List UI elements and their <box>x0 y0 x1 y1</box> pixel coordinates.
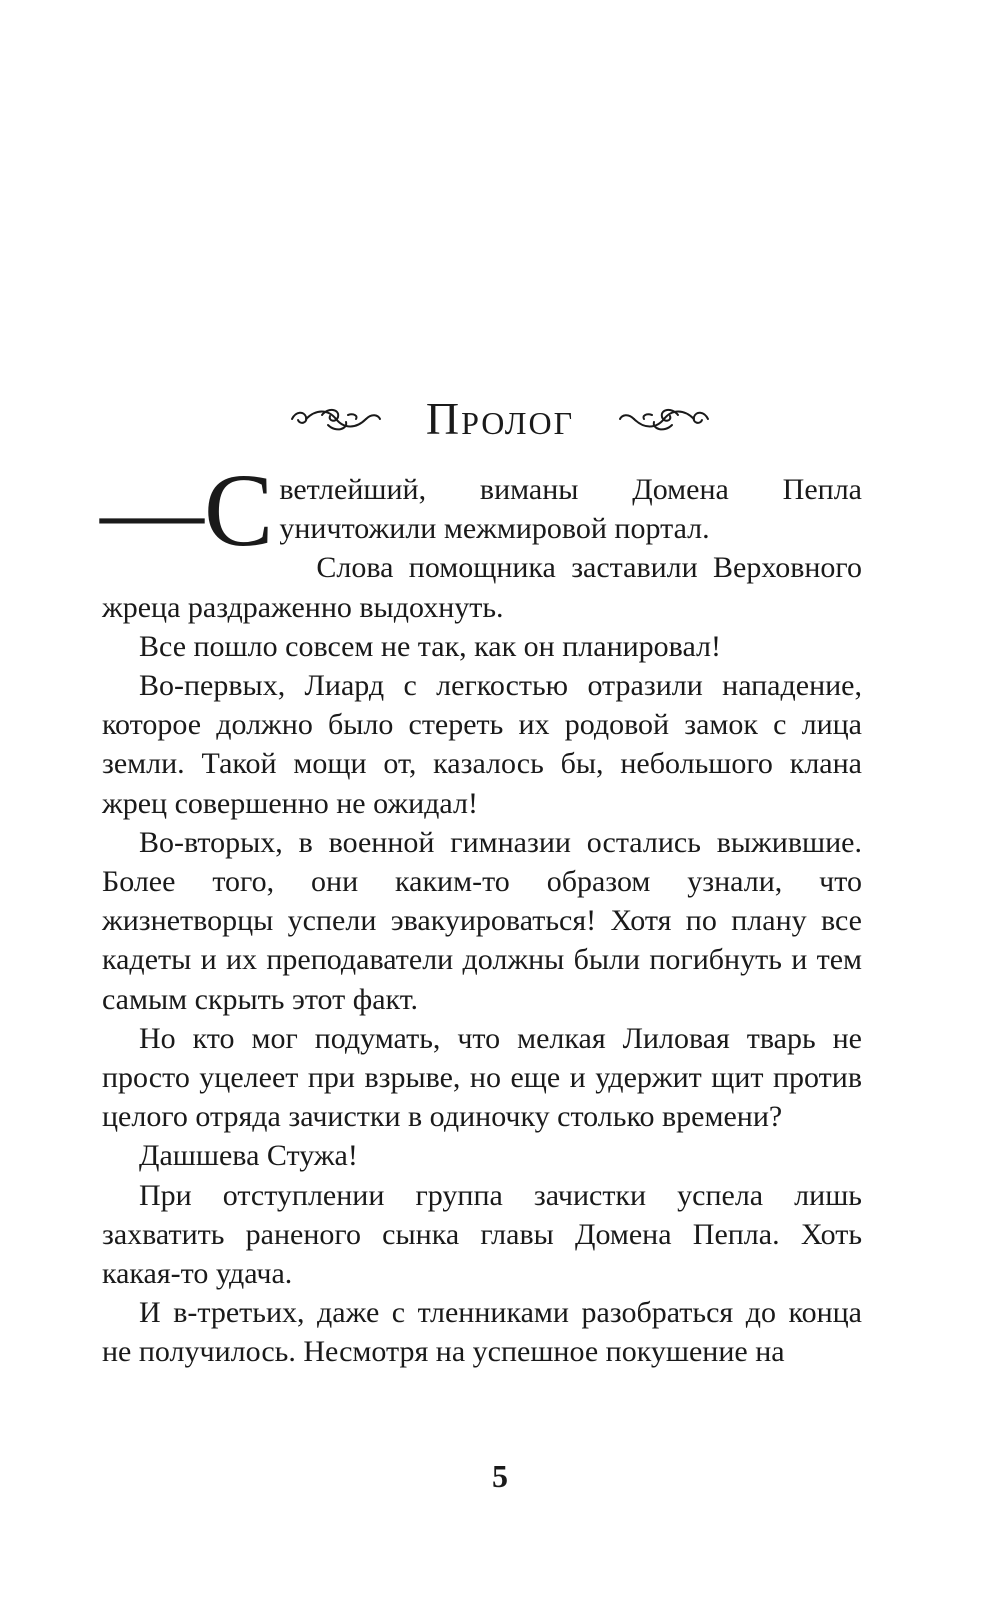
paragraph-1-text: ветлейший, виманы Домена Пепла уничтожили межмировой портал. <box>279 473 862 546</box>
paragraph-8: При отступлении группа зачистки успела лишь захватить раненого сынка главы Домена Пепла. Хоть какая-то удача. <box>102 1178 862 1291</box>
chapter-heading <box>0 384 1000 454</box>
left-flourish-icon <box>288 403 384 435</box>
paragraph-7: Дашшева Стужа! <box>139 1139 358 1173</box>
paragraph-4: Во-первых, Лиард с легкостью отразили нападение, которое должно было стереть их родовой замок с лица земли. Такой мощи от, казалось бы, небольшого клана жрец совершенно не ожидал! <box>102 669 862 820</box>
paragraph-5: Во-вторых, в военной гимназии остались выжившие. Более того, они каким-то образом узнали, что жизнетворцы успели эвакуироваться! Хотя по плану все кадеты и их преподаватели должны были погибнуть и тем самым скрыть этот факт. <box>102 825 862 1016</box>
body-text <box>100 453 862 1372</box>
right-flourish-icon <box>616 403 712 435</box>
drop-cap: —С <box>100 453 274 568</box>
paragraph-6: Но кто мог подумать, что мелкая Лиловая тварь не просто уцелеет при взрыве, но еще и удержит щит против целого отряда зачистки в одиночку столько времени? <box>102 1021 862 1134</box>
paragraph-9: И в-третьих, даже с тленниками разобраться до конца не получилось. Несмотря на успешное покушение на <box>102 1296 862 1369</box>
paragraph-3: Все пошло совсем не так, как он планировал! <box>139 629 721 663</box>
paragraph-2: Слова помощника заставили Верховного жреца раздраженно выдохнуть. <box>102 551 862 624</box>
page-number: 5 <box>492 1458 508 1494</box>
paragraph-1 <box>100 453 862 568</box>
chapter-title: Пролог <box>425 393 575 444</box>
